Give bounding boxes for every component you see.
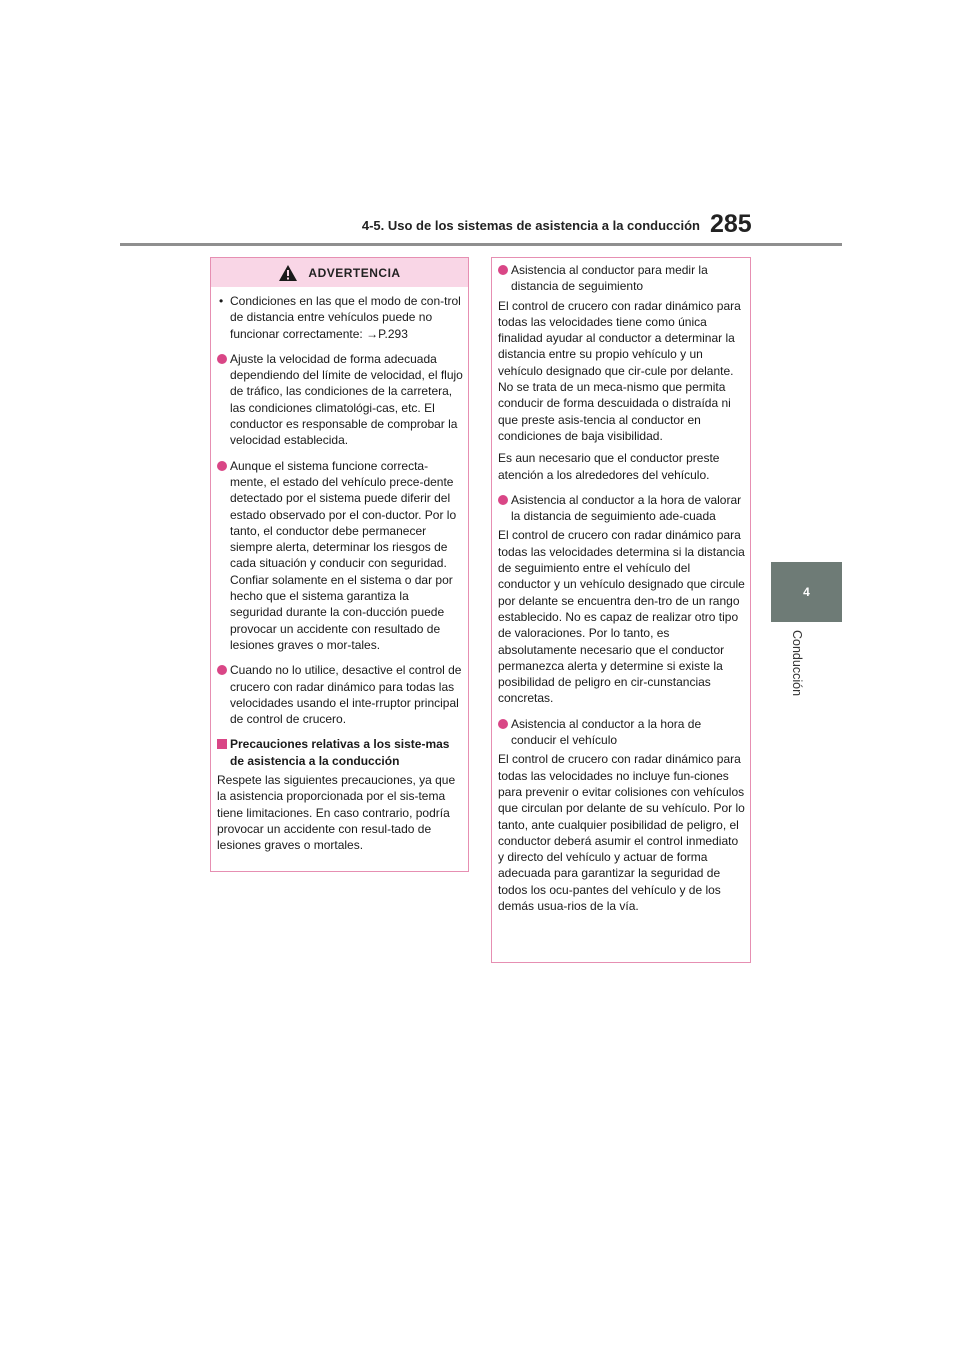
warning-triangle-icon	[278, 264, 298, 282]
warning-item-text: Aunque el sistema funcione correcta-mente, el estado del vehículo prece-dente detectado por el sistema puede diferir del estado observado por el con-ductor. Por lo tanto, el conductor debe permanecer siempre alerta, determinar los riesgos de cada situación y conducir con seguridad. Confiar solamente en el sistema o dar por hecho que el sistema garantiza la seguridad durante la con-ducción puede provocar un accidente con resultado de lesiones graves o mor-tales.	[230, 458, 457, 652]
circle-bullet-icon	[498, 265, 508, 275]
page-reference-link[interactable]: P.293	[378, 326, 408, 341]
warning-item-text: Condiciones en las que el modo de con-trol de distancia entre vehículos puede no funcionar correctamente:	[230, 294, 461, 341]
warning-item	[217, 662, 463, 727]
warning-box	[210, 257, 469, 872]
section-heading-text: Asistencia al conductor a la hora de conducir el vehículo	[511, 716, 702, 748]
warning-item-text: Ajuste la velocidad de forma adecuada dependiendo del límite de velocidad, el flujo de tráfico, las condiciones de la carretera, las condiciones climatológi-cas, etc. El conductor es responsable de comprobar la velocidad establecida.	[230, 351, 463, 448]
section-heading	[498, 492, 745, 525]
warning-item-text: Cuando no lo utilice, desactive el control de crucero con radar dinámico para todas las velocidades usando el inte-rruptor principal de control de crucero.	[230, 663, 462, 727]
section-paragraph: Es aun necesario que el conductor preste atención a los alrededores del vehículo.	[498, 451, 720, 482]
section-heading-text: Asistencia al conductor a la hora de valorar la distancia de seguimiento ade-cuada	[511, 492, 742, 524]
subsection-text: Respete las siguientes precauciones, ya que la asistencia proporcionada por el sis-tema tiene limitaciones. En caso contrario, podría provocar un accidente con resul-tado de lesiones graves o mortales.	[217, 773, 456, 853]
section-paragraph: El control de crucero con radar dinámico para todas las velocidades determina si la distancia de seguimiento entre el vehículo del conductor y un vehículo designado que circule por delante se encuentra den-tro de un rango establecido. No es capaz de realizar otro tipo de valoraciones. Por lo tanto, es absolutamente necesario que el conductor permanezca alerta y determine si existe la posibilidad de peligro en cir-cunstancias concretas.	[498, 528, 745, 706]
circle-bullet-icon	[498, 719, 508, 729]
header-rule	[120, 243, 842, 246]
section-title: 4-5. Uso de los sistemas de asistencia a la conducción	[361, 218, 700, 233]
circle-bullet-icon	[498, 495, 508, 505]
section-heading-text: Asistencia al conductor para medir la distancia de seguimiento	[511, 263, 708, 294]
section-paragraph: El control de crucero con radar dinámico para todas las velocidades tiene como única finalidad ayudar al conductor a determinar la distancia entre su propio vehículo y un vehículo designado que cir-cule por delante. No se trata de un meca-nismo que permita conducir de forma descuidada o distraída ni que preste asis-tencia al conductor en condiciones de baja visibilidad.	[498, 298, 741, 443]
section-heading	[498, 716, 745, 749]
circle-bullet-icon	[217, 354, 227, 364]
arrow-right-icon: →	[366, 326, 379, 341]
assistance-box	[491, 257, 751, 963]
chapter-number: 4	[803, 585, 810, 599]
warning-header	[211, 258, 468, 287]
circle-bullet-icon	[217, 461, 227, 471]
warning-item	[217, 293, 463, 342]
chapter-tab[interactable]	[771, 562, 842, 622]
subsection-heading	[217, 736, 463, 769]
warning-item	[217, 351, 463, 449]
subsection-title: Precauciones relativas a los siste-mas de asistencia a la conducción	[230, 737, 450, 768]
chapter-label	[770, 630, 820, 710]
page-number: 285	[710, 210, 752, 238]
circle-bullet-icon	[217, 665, 227, 675]
warning-title: ADVERTENCIA	[308, 265, 401, 280]
section-heading	[498, 262, 745, 295]
section-paragraph: El control de crucero con radar dinámico para todas las velocidades no incluye fun-ciones para prevenir o evitar colisiones con vehículos que circulan por delante de su vehículo. Por lo tanto, ante cualquier posibilidad de peligro, el conductor deberá asumir el control inmediato y directo del vehículo y actuar de forma adecuada para garantizar la seguridad de todos los ocu-pantes del vehículo y de los demás usua-rios de la vía.	[498, 752, 745, 913]
square-bullet-icon	[217, 739, 227, 749]
chapter-label-text: Conducción	[790, 630, 804, 697]
warning-item	[217, 458, 463, 654]
bullet-icon: •	[219, 294, 224, 308]
